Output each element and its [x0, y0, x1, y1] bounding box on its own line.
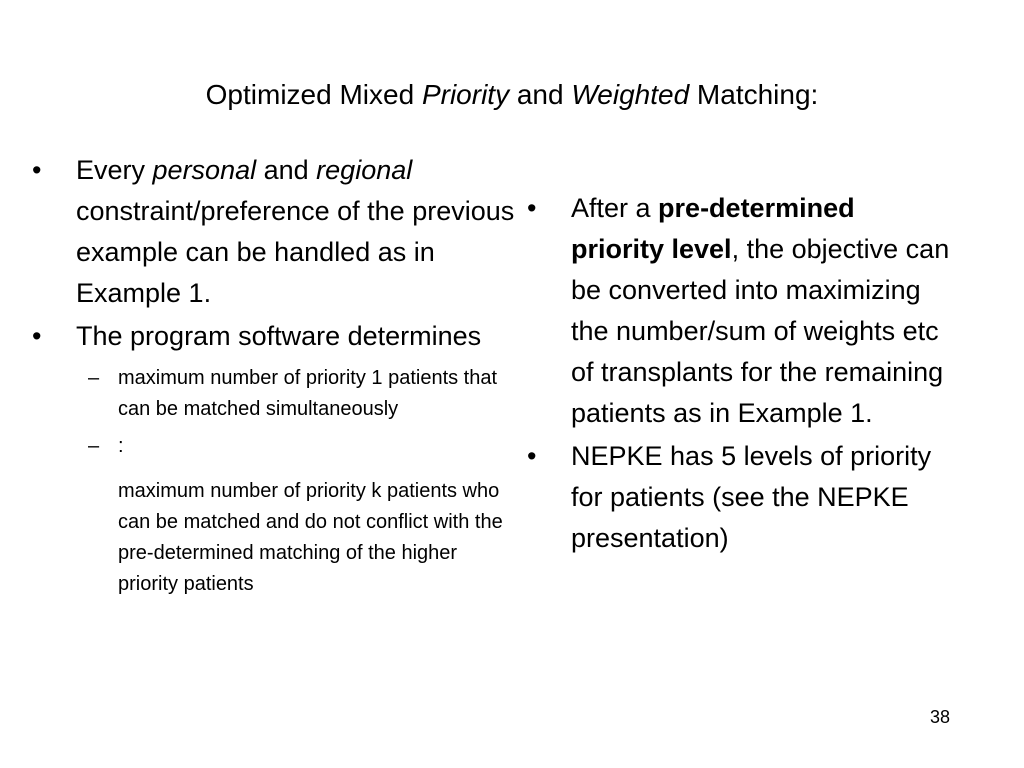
bullet-marker: •	[32, 155, 42, 185]
title-part-2: and	[509, 79, 572, 110]
title-weighted: Weighted	[571, 79, 690, 110]
left-bullet-2	[30, 316, 520, 357]
sub-bullet-1-text: maximum number of priority 1 patients that can be matched simultaneously	[118, 367, 498, 420]
left-bullet-1-text-1: Every	[76, 155, 153, 185]
bullet-marker: •	[32, 321, 42, 351]
right-bullet-2-text: NEPKE has 5 levels of priority for patients (see the NEPKE presentation)	[571, 441, 932, 553]
right-column	[525, 188, 955, 561]
right-bullet-2	[525, 436, 955, 559]
right-bullet-1-text-2: , the objective can be converted into maximizing the number/sum of weights etc of transplants for the remaining patients as in Example 1.	[571, 234, 950, 428]
right-bullet-1-text-1: After a	[571, 193, 659, 223]
right-bullet-1	[525, 188, 955, 434]
right-bullet-1-bold: pre-determined priority level	[571, 193, 855, 264]
sub-bullet-2-text: maximum number of priority k patients who can be matched and do not conflict with the pre-determined matching of the higher priority patients	[118, 480, 503, 595]
left-bullet-1-text-2: and	[256, 155, 317, 185]
sub-bullet-1	[88, 363, 520, 425]
page-number: 38	[930, 707, 951, 727]
sub-bullet-2	[88, 431, 520, 600]
left-bullet-1-personal: personal	[152, 155, 257, 185]
sub-bullet-2-colon: :	[118, 435, 124, 457]
bullet-marker: •	[527, 193, 537, 223]
left-bullet-2-text: The program software determines	[76, 321, 482, 351]
dash-marker: –	[88, 367, 100, 389]
left-bullet-1	[30, 150, 520, 314]
dash-marker: –	[88, 435, 100, 457]
title-part-1: Optimized Mixed	[205, 79, 422, 110]
bullet-marker: •	[527, 441, 537, 471]
sub-bullet-list	[88, 363, 520, 600]
title-priority: Priority	[421, 79, 510, 110]
left-bullet-1-regional: regional	[316, 155, 413, 185]
title-part-3: Matching:	[689, 79, 819, 110]
slide-title	[0, 78, 1024, 112]
left-column	[30, 150, 520, 606]
left-bullet-1-text-3: constraint/preference of the previous example can be handled as in Example 1.	[76, 196, 515, 308]
